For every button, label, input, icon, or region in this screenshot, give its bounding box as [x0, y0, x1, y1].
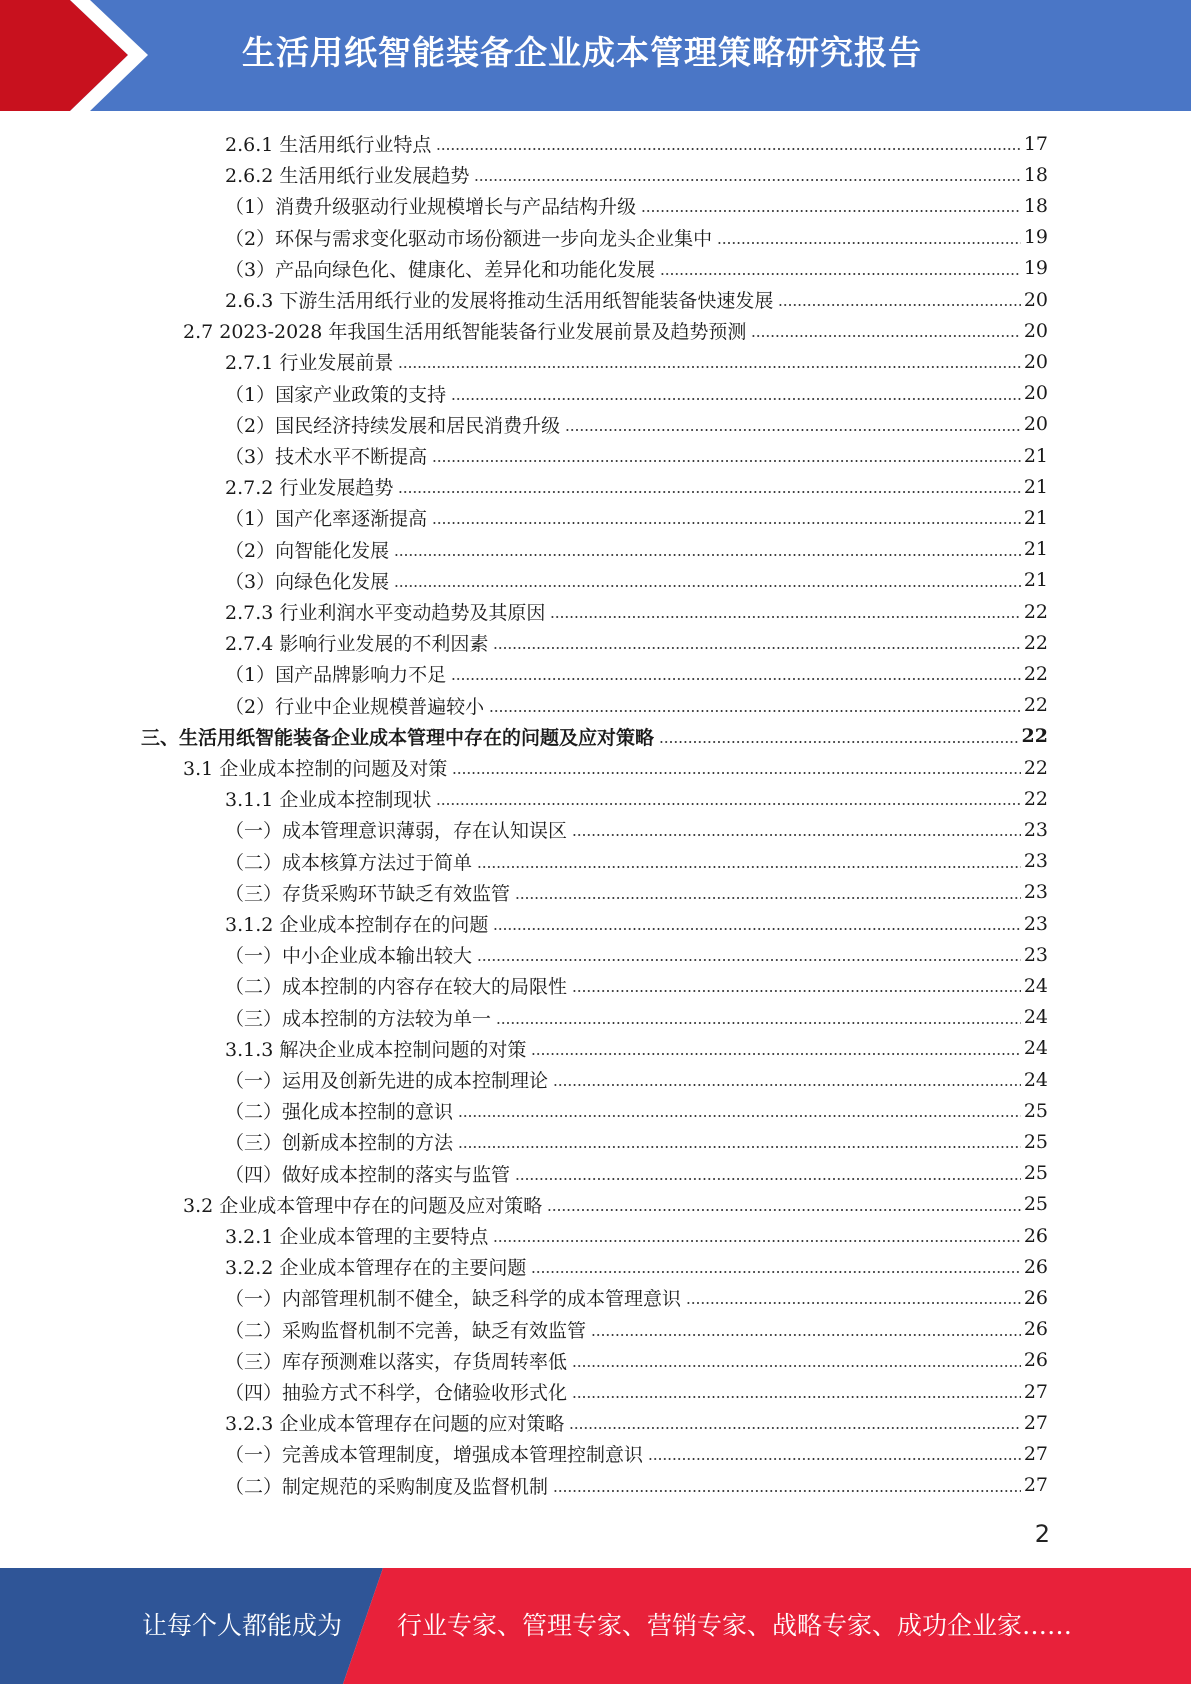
toc-entry-label: （3）技术水平不断提高	[225, 446, 428, 468]
toc-entry[interactable]	[225, 908, 1048, 939]
toc-entry[interactable]	[225, 1282, 1048, 1313]
toc-entry[interactable]	[225, 1064, 1048, 1095]
toc-entry[interactable]	[225, 502, 1048, 533]
toc-entry[interactable]	[225, 284, 1048, 315]
toc-entry-label: （一）完善成本管理制度，增强成本管理控制意识	[225, 1444, 644, 1467]
toc-entry[interactable]	[225, 534, 1048, 565]
toc-entry-label: 3.2 企业成本管理中存在的问题及应对策略	[183, 1194, 543, 1217]
toc-entry-label: 3.1 企业成本控制的问题及对策	[183, 758, 448, 780]
toc-entry-label: 3.2.3 企业成本管理存在问题的应对策略	[225, 1413, 565, 1436]
toc-entry[interactable]	[225, 190, 1048, 221]
toc-entry-page: 19	[1023, 226, 1048, 249]
toc-entry-page: 22	[1021, 725, 1048, 748]
toc-entry-label: （1）国产品牌影响力不足	[225, 664, 447, 687]
toc-entry[interactable]	[141, 721, 1048, 752]
toc-entry[interactable]	[225, 1220, 1048, 1251]
toc-dot-leader	[648, 1458, 1021, 1460]
toc-entry-label: 2.7.3 行业利润水平变动趋势及其原因	[225, 602, 546, 624]
toc-entry-page: 23	[1023, 943, 1048, 966]
toc-entry-label: 3.1.1 企业成本控制现状	[225, 789, 432, 812]
toc-dot-leader	[489, 710, 1021, 712]
toc-entry-page: 26	[1023, 1349, 1048, 1372]
footer-slogan-left: 让每个人都能成为	[142, 1611, 343, 1640]
toc-entry-label: （二）成本控制的内容存在较大的局限性	[225, 976, 568, 999]
header-chevron-graphic	[0, 0, 160, 111]
toc-entry-page: 27	[1023, 1474, 1048, 1497]
toc-dot-leader	[572, 1396, 1021, 1398]
toc-dot-leader	[531, 1271, 1020, 1273]
toc-entry-page: 27	[1023, 1380, 1048, 1403]
toc-dot-leader	[686, 1302, 1021, 1304]
toc-entry[interactable]	[225, 222, 1048, 253]
page-number: 2	[1034, 1520, 1050, 1548]
toc-dot-leader	[432, 522, 1021, 524]
toc-entry-page: 22	[1023, 787, 1048, 810]
toc-entry-page: 18	[1023, 194, 1048, 217]
toc-entry-page: 24	[1023, 1006, 1048, 1029]
toc-entry-page: 22	[1023, 631, 1048, 654]
toc-entry-page: 22	[1023, 756, 1048, 779]
toc-entry-label: 3.1.3 解决企业成本控制问题的对策	[225, 1038, 527, 1061]
toc-entry[interactable]	[225, 783, 1048, 814]
toc-entry-page: 21	[1023, 475, 1048, 498]
toc-entry-page: 25	[1023, 1130, 1048, 1153]
toc-dot-leader	[436, 803, 1020, 805]
toc-entry[interactable]	[225, 1470, 1048, 1501]
toc-entry-page: 22	[1023, 694, 1048, 717]
toc-dot-leader	[458, 1115, 1021, 1117]
toc-entry-label: （1）消费升级驱动行业规模增长与产品结构升级	[225, 196, 637, 219]
toc-entry-label: 3.2.1 企业成本管理的主要特点	[225, 1226, 489, 1248]
toc-dot-leader	[569, 1427, 1020, 1429]
toc-entry-label: 2.7.4 影响行业发展的不利因素	[225, 633, 489, 656]
toc-entry-page: 23	[1023, 881, 1048, 904]
toc-entry[interactable]	[225, 440, 1048, 471]
toc-dot-leader	[496, 1022, 1021, 1024]
toc-entry[interactable]	[225, 627, 1048, 658]
toc-entry[interactable]	[225, 1438, 1048, 1469]
toc-entry-page: 24	[1023, 974, 1048, 997]
toc-dot-leader	[458, 1146, 1021, 1148]
toc-dot-leader	[572, 834, 1021, 836]
toc-entry[interactable]	[225, 409, 1048, 440]
toc-entry-page: 19	[1023, 257, 1048, 280]
toc-entry-label: 三、生活用纸智能装备企业成本管理中存在的问题及应对策略	[141, 726, 655, 749]
page-header	[0, 0, 1191, 111]
toc-entry-page: 25	[1023, 1099, 1048, 1122]
toc-dot-leader	[394, 585, 1021, 587]
toc-entry-label: （3）向绿色化发展	[225, 570, 390, 593]
toc-entry[interactable]	[225, 814, 1048, 845]
toc-entry[interactable]	[183, 1189, 1048, 1220]
toc-entry-page: 26	[1023, 1286, 1048, 1309]
toc-entry-label: 3.2.2 企业成本管理存在的主要问题	[225, 1257, 527, 1280]
toc-entry-label: （2）国民经济持续发展和居民消费升级	[225, 414, 561, 437]
toc-entry-label: （一）内部管理机制不健全，缺乏科学的成本管理意识	[225, 1288, 682, 1311]
toc-dot-leader	[547, 1209, 1021, 1211]
footer-slogan-right: 行业专家、管理专家、营销专家、战略专家、成功企业家……	[397, 1611, 1073, 1640]
toc-entry[interactable]	[225, 596, 1048, 627]
toc-dot-leader	[572, 1365, 1021, 1367]
toc-entry[interactable]	[225, 846, 1048, 877]
toc-entry-label: （四）抽验方式不科学，仓储验收形式化	[225, 1382, 568, 1404]
toc-entry-label: （二）制定规范的采购制度及监督机制	[225, 1475, 549, 1498]
toc-entry[interactable]	[225, 1095, 1048, 1126]
toc-entry-page: 24	[1023, 1037, 1048, 1060]
toc-entry-page: 21	[1023, 506, 1048, 529]
toc-entry-page: 23	[1023, 912, 1048, 935]
toc-entry-label: （一）成本管理意识薄弱，存在认知误区	[225, 820, 568, 843]
toc-entry[interactable]	[225, 378, 1048, 409]
toc-dot-leader	[659, 741, 1019, 743]
toc-entry-page: 18	[1023, 163, 1048, 186]
toc-entry[interactable]	[225, 690, 1048, 721]
toc-entry-label: （3）产品向绿色化、健康化、差异化和功能化发展	[225, 258, 656, 281]
toc-entry[interactable]	[225, 1251, 1048, 1282]
toc-dot-leader	[591, 1334, 1021, 1336]
toc-entry-page: 21	[1023, 444, 1048, 467]
toc-entry-label: （三）库存预测难以落实，存货周转率低	[225, 1350, 568, 1373]
toc-entry[interactable]	[225, 1126, 1048, 1157]
toc-entry-page: 23	[1023, 850, 1048, 873]
toc-entry-label: （三）成本控制的方法较为单一	[225, 1007, 492, 1030]
toc-dot-leader	[778, 304, 1020, 306]
toc-entry-page: 24	[1023, 1068, 1048, 1091]
toc-entry-page: 23	[1023, 818, 1048, 841]
toc-entry-page: 26	[1023, 1318, 1048, 1341]
toc-entry-label: （一）中小企业成本输出较大	[225, 945, 473, 968]
toc-dot-leader	[717, 242, 1021, 244]
toc-entry-label: 2.6.2 生活用纸行业发展趋势	[225, 165, 470, 188]
toc-entry-page: 22	[1023, 600, 1048, 623]
toc-entry-label: （三）存货采购环节缺乏有效监管	[225, 882, 511, 905]
toc-entry-label: （四）做好成本控制的落实与监管	[225, 1163, 511, 1186]
toc-dot-leader	[451, 398, 1021, 400]
toc-entry[interactable]	[225, 346, 1048, 377]
toc-entry-page: 27	[1023, 1442, 1048, 1465]
toc-entry-label: （2）环保与需求变化驱动市场份额进一步向龙头企业集中	[225, 227, 713, 250]
toc-entry-page: 20	[1023, 319, 1048, 342]
toc-dot-leader	[553, 1490, 1021, 1492]
toc-entry-label: （一）运用及创新先进的成本控制理论	[225, 1070, 549, 1092]
toc-dot-leader	[550, 616, 1020, 618]
toc-entry[interactable]	[225, 1376, 1048, 1407]
toc-entry-label: 2.7.2 行业发展趋势	[225, 477, 394, 500]
toc-entry-label: 2.6.3 下游生活用纸行业的发展将推动生活用纸智能装备快速发展	[225, 290, 774, 312]
toc-dot-leader	[452, 772, 1021, 774]
toc-dot-leader	[477, 866, 1021, 868]
page-footer	[0, 1568, 1191, 1684]
toc-dot-leader	[398, 366, 1020, 368]
toc-dot-leader	[493, 1240, 1020, 1242]
toc-dot-leader	[398, 491, 1020, 493]
toc-entry-label: （二）成本核算方法过于简单	[225, 851, 473, 874]
toc-entry-page: 26	[1023, 1224, 1048, 1247]
toc-entry[interactable]	[225, 939, 1048, 970]
toc-dot-leader	[531, 1053, 1020, 1055]
toc-entry-page: 27	[1023, 1411, 1048, 1434]
toc-entry-label: （二）强化成本控制的意识	[225, 1101, 454, 1124]
toc-entry[interactable]	[183, 752, 1048, 783]
toc-entry[interactable]	[225, 1314, 1048, 1345]
toc-entry-page: 25	[1023, 1193, 1048, 1216]
toc-dot-leader	[553, 1084, 1021, 1086]
toc-entry[interactable]	[225, 658, 1048, 689]
toc-dot-leader	[751, 335, 1020, 337]
toc-entry-page: 21	[1023, 538, 1048, 561]
toc-dot-leader	[474, 179, 1020, 181]
toc-dot-leader	[477, 959, 1021, 961]
toc-entry[interactable]	[225, 159, 1048, 190]
toc-entry[interactable]	[225, 253, 1048, 284]
toc-entry-label: （2）行业中企业规模普遍较小	[225, 695, 485, 718]
toc-entry[interactable]	[225, 877, 1048, 908]
toc-entry[interactable]	[183, 315, 1048, 346]
toc-entry-page: 21	[1023, 569, 1048, 592]
toc-dot-leader	[515, 897, 1021, 899]
toc-dot-leader	[641, 210, 1021, 212]
toc-entry[interactable]	[225, 1345, 1048, 1376]
toc-entry-label: 3.1.2 企业成本控制存在的问题	[225, 914, 489, 936]
toc-entry[interactable]	[225, 1033, 1048, 1064]
toc-entry-label: 2.6.1 生活用纸行业特点	[225, 134, 432, 156]
toc-dot-leader	[572, 990, 1021, 992]
toc-entry[interactable]	[225, 1002, 1048, 1033]
toc-entry-page: 26	[1023, 1255, 1048, 1278]
toc-entry-label: （1）国产化率逐渐提高	[225, 508, 428, 531]
toc-dot-leader	[660, 273, 1021, 275]
toc-entry-page: 20	[1023, 382, 1048, 405]
toc-entry-label: （二）采购监督机制不完善，缺乏有效监管	[225, 1319, 587, 1342]
toc-entry[interactable]	[225, 471, 1048, 502]
toc-entry-label: 2.7 2023-2028 年我国生活用纸智能装备行业发展前景及趋势预测	[183, 321, 747, 344]
toc-dot-leader	[565, 429, 1021, 431]
toc-dot-leader	[515, 1178, 1021, 1180]
toc-entry[interactable]	[225, 565, 1048, 596]
toc-entry-page: 25	[1023, 1162, 1048, 1185]
toc-dot-leader	[451, 678, 1021, 680]
toc-dot-leader	[394, 554, 1021, 556]
toc-entry-page: 20	[1023, 288, 1048, 311]
toc-entry[interactable]	[225, 1407, 1048, 1438]
toc-entry-label: 2.7.1 行业发展前景	[225, 352, 394, 375]
toc-dot-leader	[493, 647, 1020, 649]
toc-entry-page: 20	[1023, 350, 1048, 373]
toc-entry-page: 22	[1023, 662, 1048, 685]
toc-entry[interactable]	[225, 1158, 1048, 1189]
toc-dot-leader	[493, 928, 1020, 930]
toc-entry[interactable]	[225, 128, 1048, 159]
toc-entry-label: （1）国家产业政策的支持	[225, 383, 447, 406]
report-title: 生活用纸智能装备企业成本管理策略研究报告	[242, 33, 922, 72]
toc-dot-leader	[436, 148, 1020, 150]
toc-dot-leader	[432, 460, 1021, 462]
toc-entry-page: 17	[1023, 132, 1048, 155]
toc-entry-label: （2）向智能化发展	[225, 539, 390, 562]
toc-entry-page: 20	[1023, 413, 1048, 436]
toc-entry[interactable]	[225, 970, 1048, 1001]
toc-entry-label: （三）创新成本控制的方法	[225, 1132, 454, 1155]
